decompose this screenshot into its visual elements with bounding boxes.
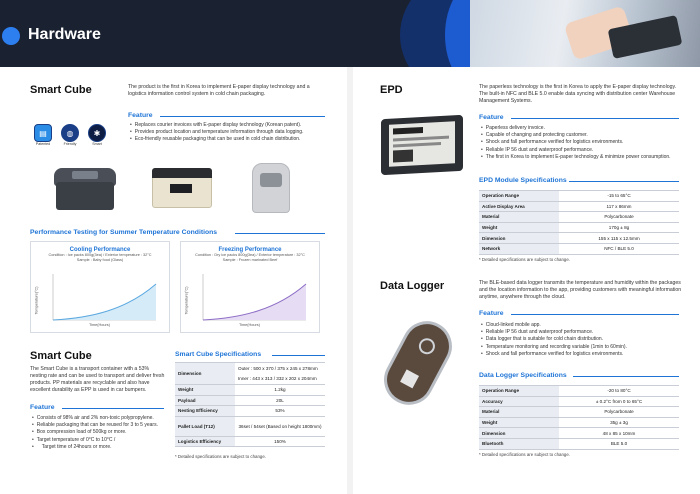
table-row: Pallet Load (T12) 36set / 54set (Based on height 1800mm): [175, 416, 325, 436]
epd-spec-table: [479, 190, 679, 255]
smart-cube-2-feature-list: [32, 415, 172, 451]
data-logger-feature-heading: Feature: [479, 310, 504, 317]
list-item: • Replaces courier invoices with E-paper display technology (Korean patent).: [130, 122, 330, 129]
list-item: • Target temperature of 0°C to 10°C /: [32, 437, 172, 444]
data-logger-description: The BLE-based data logger transmits the temperature and humidity within the packages and the location information to the app, providing customers with meaningful information anytime, anywhere through the cloud.: [479, 280, 682, 300]
data-logger-spec-table: [479, 385, 679, 450]
table-row: Weight 35g ± 3g: [479, 417, 679, 428]
freezing-condition: Condition : Dry ice packs 800g(3ea) / Exterior temperature : 32°C: [195, 253, 305, 257]
smart-cube-description: The product is the first in Korea to implement E-paper display technology and a logistics information control system in cold chain packaging.: [128, 84, 310, 97]
list-item: • The first in Korea to implement E-paper technology & minimize power consumption.: [481, 154, 686, 161]
list-item: • Target time of 24hours or more.: [32, 444, 172, 451]
list-item: • Reliable IP 56 dust and waterproof performance.: [481, 329, 686, 336]
data-logger-device-image: [375, 312, 460, 413]
smart-cube-title: Smart Cube: [30, 84, 92, 96]
smart-cube-beige-image: [146, 162, 218, 214]
table-row: Operation Range -20 to 80°C: [479, 386, 679, 397]
data-logger-title: Data Logger: [380, 280, 445, 292]
table-row: Weight 1.2kg: [175, 385, 325, 396]
list-item: • Reliable packaging that can be reused for 3 to 5 years.: [32, 422, 172, 429]
badge-friendly: ◍ Friendly: [59, 124, 81, 146]
smart-cube-spec-note: * Detailed specifications are subject to change.: [175, 454, 267, 459]
list-item: • Provides product location and temperature information through data logging.: [130, 129, 330, 136]
list-item: • Cloud-linked mobile app.: [481, 322, 686, 329]
globe-icon: ◍: [61, 124, 79, 142]
list-item: • Data logger that is suitable for cold chain distribution.: [481, 336, 686, 343]
cooling-condition: Condition : Ice packs 800g(3ea) / Exterior temperature : 32°C: [48, 253, 152, 257]
freezing-ylabel: Temperature(°C): [184, 286, 189, 315]
smart-cube-feature-list: [130, 122, 330, 144]
document-icon: ▤: [34, 124, 52, 142]
header-dot-icon: [2, 27, 20, 45]
table-row: Dimension Outer : 500 x 370 / 375 x 245 x 278mm: [175, 363, 325, 374]
table-row: Bluetooth BLE 5.0: [479, 438, 679, 449]
epd-title: EPD: [380, 84, 403, 96]
table-row: Material Polycarbonate: [479, 407, 679, 418]
badge-smart: ✱ Smart: [86, 124, 108, 146]
epd-device-image: [381, 115, 463, 175]
performance-heading: Performance Testing for Summer Temperature Conditions: [30, 229, 218, 236]
epd-description: The paperless technology is the first in Korea to apply the E-paper display technology. The built-in NFC and BLE 5.0 enable data syncing with distribution center Warehouse Management Systems.: [479, 84, 677, 104]
data-logger-spec-heading: Data Logger Specifications: [479, 372, 567, 379]
smart-cube-spec-heading: Smart Cube Specifications: [175, 351, 262, 358]
left-page: [0, 67, 347, 494]
page-title: Hardware: [28, 26, 101, 43]
smart-cube-grey-image: [246, 159, 296, 217]
freezing-xlabel: Time(Hours): [239, 323, 260, 327]
smart-cube-2-feature-heading: Feature: [30, 404, 55, 411]
cooling-chart-panel: [30, 241, 170, 333]
table-row: Payload 20L: [175, 395, 325, 406]
table-row: Inner : 443 x 313 / 332 x 202 x 204mm: [238, 376, 317, 382]
feature-heading: Feature: [128, 112, 153, 119]
table-row: Dimension 155 x 115 x 12.5mm: [479, 233, 679, 244]
snowflake-icon: ✱: [88, 124, 106, 142]
list-item: • Capable of changing and protecting customer.: [481, 132, 686, 139]
list-item: • Paperless delivery invoice.: [481, 125, 686, 132]
epd-spec-heading: EPD Module Specifications: [479, 177, 567, 184]
list-item: • Box compression load of 500kg or more.: [32, 429, 172, 436]
smart-cube-dark-image: [50, 162, 120, 214]
cooling-xlabel: Time(Hours): [89, 323, 110, 327]
list-item: • Shock and fall performance verified for logistics environments.: [481, 139, 686, 146]
epd-feature-heading: Feature: [479, 114, 504, 121]
smart-cube-2-title: Smart Cube: [30, 350, 92, 362]
freezing-chart-panel: [180, 241, 320, 333]
header-photo: [470, 0, 700, 67]
page-header: [0, 0, 700, 67]
right-page: [353, 67, 700, 494]
smart-cube-2-description: The Smart Cube is a transport container with a 53% nesting rate and can be used to transport and deliver fresh products. PP materials are recyclable and also have excellent durability as EPP is used in car bumpers.: [30, 366, 165, 393]
badge-patented: ▤ Patented: [32, 124, 54, 146]
list-item: • Eco-friendly reusable packaging that can be used in cold chain distribution.: [130, 136, 330, 143]
table-row: Logistics Efficiency 150%: [175, 436, 325, 447]
table-row: Material Polycarbonate: [479, 212, 679, 223]
table-row: Weight 170g ± 8g: [479, 222, 679, 233]
table-row: Nesting Efficiency 53%: [175, 406, 325, 417]
epd-spec-note: * Detailed specifications are subject to change.: [479, 257, 571, 262]
table-row: Dimension 48 x 85 x 10mm: [479, 428, 679, 439]
cooling-ylabel: Temperature(°C): [34, 286, 39, 315]
list-item: • Shock and fall performance verified for logistics environments.: [481, 351, 686, 358]
table-row: Operation Range -15 to 65°C: [479, 191, 679, 202]
epd-feature-list: [481, 125, 686, 161]
list-item: • Temperature monitoring and recording variable (1min to 60min).: [481, 344, 686, 351]
table-row: Network NFC / BLE 5.0: [479, 243, 679, 254]
freezing-chart-title: Freezing Performance: [218, 247, 282, 253]
cooling-chart-title: Cooling Performance: [69, 247, 131, 253]
badge-row: [32, 124, 108, 146]
list-item: • Consists of 98% air and 2% non-toxic polypropylene.: [32, 415, 172, 422]
list-item: • Reliable IP 56 dust and waterproof performance.: [481, 147, 686, 154]
table-row: Accuracy ± 0.2°C from 0 to 65°C: [479, 396, 679, 407]
cooling-sample: Sample : Baby food (Glass): [76, 258, 124, 262]
smart-cube-spec-table: [175, 362, 325, 447]
data-logger-spec-note: * Detailed specifications are subject to change.: [479, 452, 571, 457]
data-logger-feature-list: [481, 322, 686, 358]
freezing-sample: Sample : Frozen marinated Beef: [222, 258, 278, 262]
table-row: Active Display Area 117 x 86mm: [479, 201, 679, 212]
